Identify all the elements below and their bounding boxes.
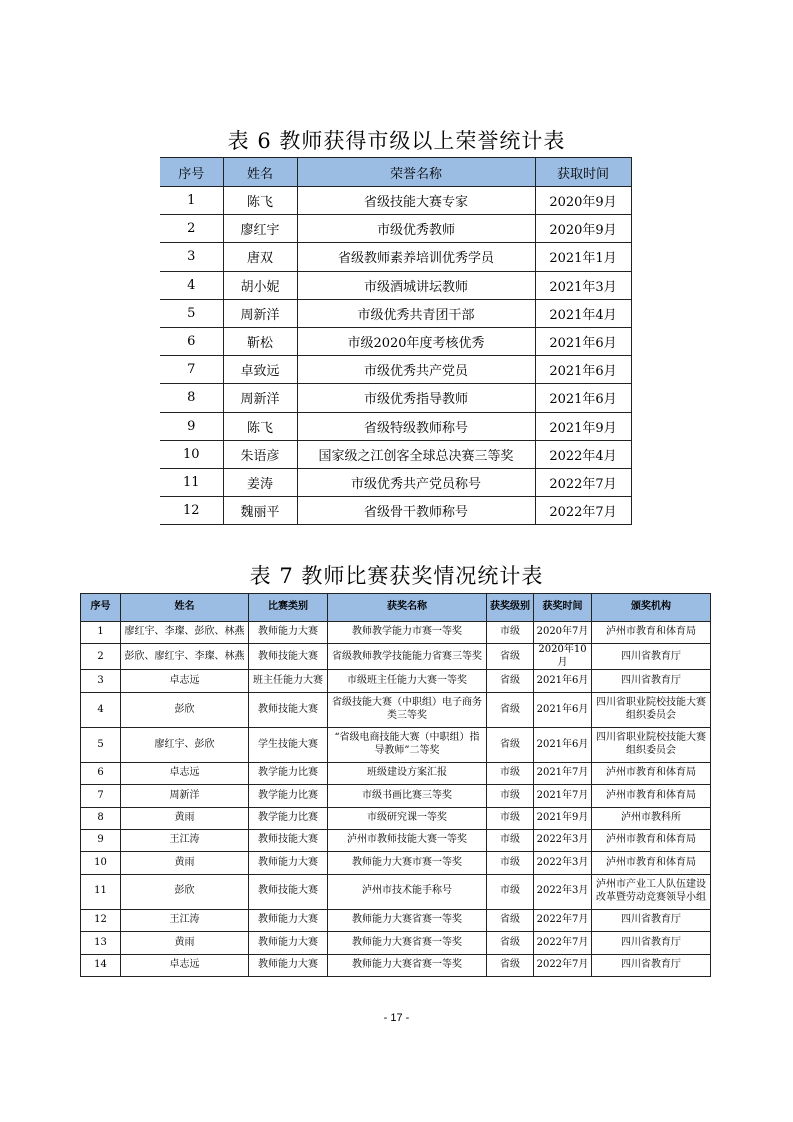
table-row xyxy=(81,852,711,874)
table-cell: 4 xyxy=(160,271,223,299)
table-cell: 市级优秀指导教师 xyxy=(297,384,535,412)
table6-title: 表 6 教师获得市级以上荣誉统计表 xyxy=(227,129,566,153)
header-cell: 姓名 xyxy=(121,594,249,622)
table-cell: 泸州市产业工人队伍建设改革暨劳动竞赛领导小组 xyxy=(592,874,711,909)
table-cell: 朱语彦 xyxy=(223,440,297,468)
table-cell: 市级 xyxy=(487,874,534,909)
table-row xyxy=(81,762,711,784)
table-cell: 市级班主任能力大赛一等奖 xyxy=(328,670,487,692)
table-cell: 10 xyxy=(81,852,121,874)
header-cell: 序号 xyxy=(160,158,223,187)
table-row xyxy=(160,412,631,440)
table-cell: 市级 xyxy=(487,785,534,807)
table-cell: 2022年7月 xyxy=(534,954,592,976)
table-cell: 2 xyxy=(81,644,121,670)
table-cell: 5 xyxy=(160,299,223,327)
table-cell: 4 xyxy=(81,692,121,727)
table-cell: 廖红宇、李璨、彭欣、林燕 xyxy=(121,622,249,644)
table-cell: 省级 xyxy=(487,954,534,976)
table-cell: 唐双 xyxy=(223,243,297,271)
table-cell: 市级优秀教师 xyxy=(297,215,535,243)
table-cell: 教学能力比赛 xyxy=(249,807,328,829)
table-row xyxy=(160,356,631,384)
table-cell: 省级教师素养培训优秀学员 xyxy=(297,243,535,271)
table-row xyxy=(81,727,711,762)
table-cell: 教师能力大赛省赛一等奖 xyxy=(328,909,487,931)
page-number: - 17 - xyxy=(383,1012,410,1024)
table-cell: 省级 xyxy=(487,692,534,727)
table-cell: 省级 xyxy=(487,909,534,931)
table-row xyxy=(81,622,711,644)
table-cell: 2022年7月 xyxy=(535,497,631,525)
table-cell: 国家级之江创客全球总决赛三等奖 xyxy=(297,440,535,468)
table-cell: 2020年10月 xyxy=(534,644,592,670)
table-cell: 2022年7月 xyxy=(535,468,631,496)
table-cell: 黄雨 xyxy=(121,807,249,829)
table-cell: 胡小妮 xyxy=(223,271,297,299)
table-cell: 四川省教育厅 xyxy=(592,670,711,692)
table-cell: 12 xyxy=(160,497,223,525)
table-cell: 2021年7月 xyxy=(534,762,592,784)
table-cell: 11 xyxy=(160,468,223,496)
table-row xyxy=(160,384,631,412)
table-row xyxy=(160,215,631,243)
table-cell: 14 xyxy=(81,954,121,976)
table-cell: “省级电商技能大赛（中职组）指导教师”二等奖 xyxy=(328,727,487,762)
table-cell: 2021年3月 xyxy=(535,271,631,299)
header-cell: 获取时间 xyxy=(535,158,631,187)
table-row xyxy=(160,497,631,525)
table-row xyxy=(81,909,711,931)
table-row xyxy=(81,807,711,829)
table-cell: 黄雨 xyxy=(121,932,249,954)
awards-table xyxy=(80,593,711,977)
table-cell: 陈飞 xyxy=(223,412,297,440)
table-row xyxy=(160,299,631,327)
table-row xyxy=(160,187,631,215)
table-cell: 13 xyxy=(81,932,121,954)
table-cell: 2021年1月 xyxy=(535,243,631,271)
table-row xyxy=(160,468,631,496)
table-cell: 卓志远 xyxy=(121,762,249,784)
table-cell: 市级 xyxy=(487,829,534,851)
table-cell: 泸州市技术能手称号 xyxy=(328,874,487,909)
table-cell: 2022年3月 xyxy=(534,852,592,874)
table-cell: 2020年7月 xyxy=(534,622,592,644)
table-cell: 四川省教育厅 xyxy=(592,909,711,931)
table-cell: 教师技能大赛 xyxy=(249,644,328,670)
table-row xyxy=(81,954,711,976)
table-cell: 泸州市教育和体育局 xyxy=(592,852,711,874)
table-cell: 2022年3月 xyxy=(534,874,592,909)
table-cell: 廖红宇 xyxy=(223,215,297,243)
table-cell: 省级 xyxy=(487,727,534,762)
table-row xyxy=(81,874,711,909)
table-cell: 市级研究课一等奖 xyxy=(328,807,487,829)
table-cell: 教学能力比赛 xyxy=(249,762,328,784)
table-cell: 彭欣 xyxy=(121,692,249,727)
table-cell: 9 xyxy=(81,829,121,851)
table-cell: 省级 xyxy=(487,670,534,692)
table-cell: 卓志远 xyxy=(121,670,249,692)
table-cell: 教师能力大赛省赛一等奖 xyxy=(328,932,487,954)
table-cell: 教师能力大赛 xyxy=(249,954,328,976)
table-cell: 12 xyxy=(81,909,121,931)
table-cell: 廖红宇、彭欣 xyxy=(121,727,249,762)
table-cell: 市级酒城讲坛教师 xyxy=(297,271,535,299)
table-cell: 6 xyxy=(160,327,223,355)
table-cell: 2022年3月 xyxy=(534,829,592,851)
table-cell: 1 xyxy=(81,622,121,644)
header-cell: 获奖时间 xyxy=(534,594,592,622)
table-cell: 2021年6月 xyxy=(534,670,592,692)
table-cell: 2020年9月 xyxy=(535,187,631,215)
table-cell: 2021年6月 xyxy=(534,727,592,762)
table-cell: 2021年9月 xyxy=(535,412,631,440)
table-row xyxy=(81,644,711,670)
table-cell: 2022年7月 xyxy=(534,932,592,954)
table-cell: 教学能力比赛 xyxy=(249,785,328,807)
table-cell: 2021年4月 xyxy=(535,299,631,327)
table-cell: 7 xyxy=(81,785,121,807)
table-cell: 泸州市教科所 xyxy=(592,807,711,829)
table-cell: 王江涛 xyxy=(121,909,249,931)
table-cell: 9 xyxy=(160,412,223,440)
table-cell: 市级优秀共产党员称号 xyxy=(297,468,535,496)
table-cell: 班主任能力大赛 xyxy=(249,670,328,692)
table-cell: 2021年6月 xyxy=(535,356,631,384)
table-cell: 卓致远 xyxy=(223,356,297,384)
header-cell: 获奖级别 xyxy=(487,594,534,622)
table-cell: 周新洋 xyxy=(121,785,249,807)
table-cell: 1 xyxy=(160,187,223,215)
table-row xyxy=(81,932,711,954)
table-cell: 省级特级教师称号 xyxy=(297,412,535,440)
table-row xyxy=(81,829,711,851)
table-cell: 教师能力大赛市赛一等奖 xyxy=(328,852,487,874)
table-row xyxy=(160,243,631,271)
table-cell: 周新洋 xyxy=(223,384,297,412)
table-cell: 陈飞 xyxy=(223,187,297,215)
table-cell: 周新洋 xyxy=(223,299,297,327)
table-cell: 2022年4月 xyxy=(535,440,631,468)
header-cell: 颁奖机构 xyxy=(592,594,711,622)
table-cell: 8 xyxy=(160,384,223,412)
table-cell: 10 xyxy=(160,440,223,468)
table-cell: 泸州市教师技能大赛一等奖 xyxy=(328,829,487,851)
table-cell: 市级书画比赛三等奖 xyxy=(328,785,487,807)
table-cell: 四川省教育厅 xyxy=(592,644,711,670)
header-cell: 获奖名称 xyxy=(328,594,487,622)
table-cell: 王江涛 xyxy=(121,829,249,851)
header-cell: 比赛类别 xyxy=(249,594,328,622)
table-cell: 四川省教育厅 xyxy=(592,954,711,976)
table-cell: 3 xyxy=(81,670,121,692)
table-cell: 教师技能大赛 xyxy=(249,692,328,727)
table-cell: 卓志远 xyxy=(121,954,249,976)
table-cell: 3 xyxy=(160,243,223,271)
table-cell: 魏丽平 xyxy=(223,497,297,525)
table-cell: 教师技能大赛 xyxy=(249,874,328,909)
table-cell: 省级 xyxy=(487,644,534,670)
table-cell: 泸州市教育和体育局 xyxy=(592,622,711,644)
header-cell: 姓名 xyxy=(223,158,297,187)
table7-title: 表 7 教师比赛获奖情况统计表 xyxy=(249,564,544,588)
table-cell: 靳松 xyxy=(223,327,297,355)
table-cell: 市级 xyxy=(487,622,534,644)
table-cell: 11 xyxy=(81,874,121,909)
table-cell: 2021年6月 xyxy=(535,327,631,355)
table-row xyxy=(160,271,631,299)
table-cell: 泸州市教育和体育局 xyxy=(592,829,711,851)
table-cell: 2021年9月 xyxy=(534,807,592,829)
table-cell: 黄雨 xyxy=(121,852,249,874)
table-cell: 班级建设方案汇报 xyxy=(328,762,487,784)
table-cell: 教师能力大赛 xyxy=(249,909,328,931)
table-cell: 7 xyxy=(160,356,223,384)
table-cell: 省级技能大赛专家 xyxy=(297,187,535,215)
table-row xyxy=(160,440,631,468)
table-cell: 泸州市教育和体育局 xyxy=(592,762,711,784)
table-cell: 四川省职业院校技能大赛组织委员会 xyxy=(592,727,711,762)
table-cell: 市级优秀共产党员 xyxy=(297,356,535,384)
table-cell: 市级2020年度考核优秀 xyxy=(297,327,535,355)
table-cell: 市级 xyxy=(487,852,534,874)
table-cell: 2 xyxy=(160,215,223,243)
table-cell: 省级教师教学技能能力省赛三等奖 xyxy=(328,644,487,670)
table-cell: 彭欣、廖红宇、李璨、林燕 xyxy=(121,644,249,670)
table-row xyxy=(160,327,631,355)
table-cell: 市级优秀共青团干部 xyxy=(297,299,535,327)
table-cell: 泸州市教育和体育局 xyxy=(592,785,711,807)
table-cell: 彭欣 xyxy=(121,874,249,909)
table-cell: 2022年7月 xyxy=(534,909,592,931)
table-cell: 省级骨干教师称号 xyxy=(297,497,535,525)
table-cell: 2021年6月 xyxy=(535,384,631,412)
table-cell: 省级 xyxy=(487,932,534,954)
table-cell: 教师技能大赛 xyxy=(249,829,328,851)
header-cell: 序号 xyxy=(81,594,121,622)
table-cell: 市级 xyxy=(487,807,534,829)
table-cell: 省级技能大赛（中职组）电子商务类三等奖 xyxy=(328,692,487,727)
table-cell: 学生技能大赛 xyxy=(249,727,328,762)
table-cell: 2021年7月 xyxy=(534,785,592,807)
table-cell: 市级 xyxy=(487,762,534,784)
table-cell: 教师能力大赛 xyxy=(249,622,328,644)
table-cell: 教师能力大赛 xyxy=(249,932,328,954)
table-cell: 教师能力大赛 xyxy=(249,852,328,874)
honors-table xyxy=(160,157,632,525)
table-cell: 5 xyxy=(81,727,121,762)
table-cell: 8 xyxy=(81,807,121,829)
table-row xyxy=(81,692,711,727)
table-cell: 四川省职业院校技能大赛组织委员会 xyxy=(592,692,711,727)
header-cell: 荣誉名称 xyxy=(297,158,535,187)
table-cell: 四川省教育厅 xyxy=(592,932,711,954)
table-cell: 2020年9月 xyxy=(535,215,631,243)
table-header-row xyxy=(81,594,711,622)
table-cell: 姜涛 xyxy=(223,468,297,496)
table-header-row xyxy=(160,158,631,187)
table-cell: 2021年6月 xyxy=(534,692,592,727)
table-cell: 教师教学能力市赛一等奖 xyxy=(328,622,487,644)
table-row xyxy=(81,785,711,807)
table-cell: 6 xyxy=(81,762,121,784)
table-cell: 教师能力大赛省赛一等奖 xyxy=(328,954,487,976)
table-row xyxy=(81,670,711,692)
